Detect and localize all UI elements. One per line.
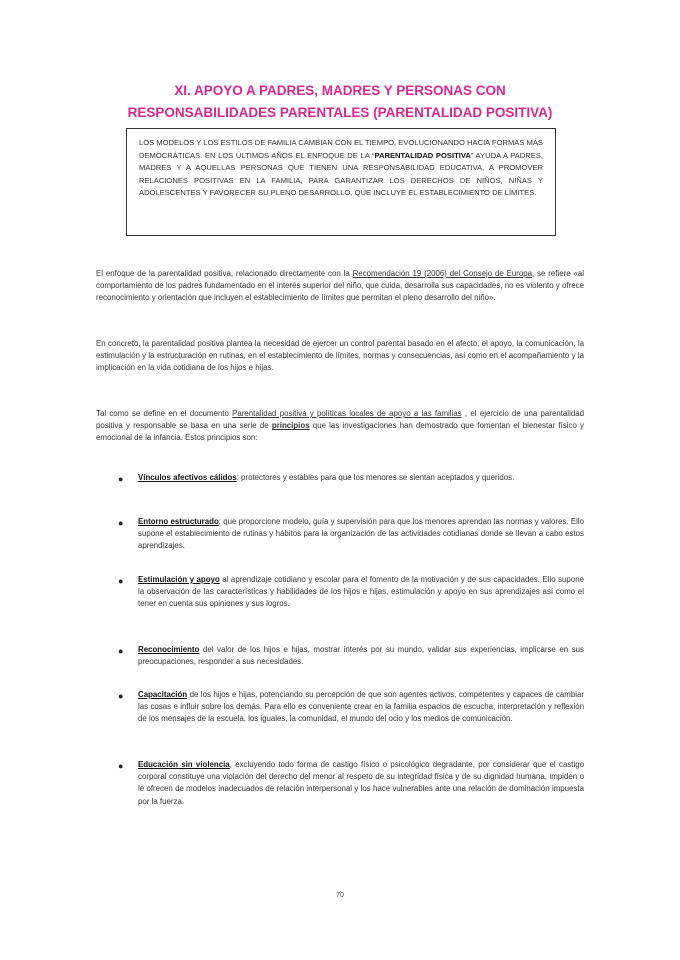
page-title-line-2: RESPONSABILIDADES PARENTALES (PARENTALIDAD POSITIVA) bbox=[127, 105, 553, 120]
bullet-icon: ● bbox=[118, 474, 124, 484]
paragraph-control-parental: En concreto, la parentalidad positiva plantea la necesidad de ejercer un control parental basado en el afecto, el apoyo, la comunicación, la estimulación y la estructuración en rutinas, en el establecimiento de límites, normas y consecuencias, así como en el acompañamiento y la implicación en la vida cotidiana de los hijos e hijas. bbox=[96, 339, 584, 373]
list-item bbox=[110, 472, 584, 516]
principle-text: del valor de los hijos e hijas, mostrar interés por su mundo, validar sus experiencias, implicarse en sus preocupaciones, responder a sus necesidades. bbox=[138, 645, 584, 667]
list-item bbox=[110, 689, 584, 759]
principle-text: al aprendizaje cotidiano y escolar para el fomento de la motivación y de sus capacidades. Ello supone la observación de las características y habilidades de los hijos e hijas, estimulación y apoyo en sus aprendizajes así como el tener en cuenta sus opiniones y sus logros. bbox=[138, 575, 584, 609]
summary-box bbox=[126, 128, 556, 236]
paragraph-1-text-after: , se refiere «al comportamiento de los padres fundamentado en el interés superior del niño, que cuida, desarrolla sus capacidades, no es violento y ofrece reconocimiento y orientación que incluyen el establecimiento de límites que permitan el pleno desarrollo del niño». bbox=[96, 269, 584, 303]
bullet-icon: ● bbox=[118, 691, 124, 701]
principle-text: : que proporcione modelo, guía y supervisión para que los menores aprendan las normas y valores. Ello supone el establecimiento de rutinas y hábitos para la organización de las actividades cotidianas donde se llevan a cabo estos aprendizajes. bbox=[138, 517, 584, 551]
bullet-icon: ● bbox=[118, 761, 124, 771]
principle-term: Entorno estructurado bbox=[138, 517, 219, 526]
list-item bbox=[110, 516, 584, 574]
principle-term: Estimulación y apoyo bbox=[138, 575, 220, 584]
list-item bbox=[110, 759, 584, 829]
bullet-icon: ● bbox=[118, 646, 124, 656]
bullet-icon: ● bbox=[118, 518, 124, 528]
paragraph-principios-intro bbox=[96, 408, 584, 445]
paragraph-3-text-before: Tal como se define en el documento bbox=[96, 409, 233, 418]
paragraph-3-text-after: que las investigaciones han demostrado que fomentan el bienestar físico y emocional de la infancia. Estos principios son: bbox=[96, 421, 584, 443]
page-number: 70 bbox=[336, 892, 344, 899]
paragraph-3-text-middle: , el ejercicio de una parentalidad positiva y responsable se basa en una serie de bbox=[96, 409, 584, 431]
list-item bbox=[110, 574, 584, 644]
principle-term: Capacitación bbox=[138, 690, 188, 699]
recomendacion-link[interactable]: Recomendación 19 (2006) del Consejo de Europa bbox=[352, 269, 533, 278]
page-title bbox=[100, 80, 580, 124]
principles-list bbox=[110, 472, 584, 829]
principle-text: , excluyendo todo forma de castigo físico o psicológico degradante, por considerar que el castigo corporal constituye una violación del derecho del menor al respeto de su integridad física y de su dignidad humana, impiden o le ofrecen de modelos inadecuados de relación interpersonal y los hace vulnerables ante una relación de dominación impuesta por la fuerza. bbox=[138, 760, 584, 806]
principle-text: de los hijos e hijas, potenciando su percepción de que son agentes activos, competentes y capaces de cambiar las cosas e influir sobre los demás. Para ello es conveniente crear en la familia espacios de escucha, interpretación y reflexión de los mensajes de la escuela, los iguales, la comunidad, el mundo del ocio y los medios de comunicación. bbox=[138, 690, 584, 724]
paragraph-1-text-before: El enfoque de la parentalidad positiva, relacionado directamente con la bbox=[96, 269, 353, 278]
page-title-line-1: XI. APOYO A PADRES, MADRES Y PERSONAS CON bbox=[174, 83, 506, 98]
list-item bbox=[110, 644, 584, 689]
principle-term: Educación sin violencia bbox=[138, 760, 230, 769]
principle-term: Vínculos afectivos cálidos bbox=[138, 473, 237, 482]
paragraph-parentalidad-intro bbox=[96, 268, 584, 305]
summary-emphasis: PARENTALIDAD POSITIVA bbox=[374, 150, 471, 160]
documento-link[interactable]: Parentalidad positiva y políticas locales de apoyo a las familias bbox=[232, 409, 462, 418]
summary-text-part-1: LOS MODELOS Y LOS ESTILOS DE FAMILIA CAMBIAN CON EL TIEMPO, EVOLUCIONANDO HACIA FORMAS MÁS DEMOCRÁTICAS. EN LOS ÚLTIMOS AÑOS EL ENFOQUE DE LA “ bbox=[139, 138, 543, 160]
bullet-icon: ● bbox=[118, 576, 124, 586]
principios-term: principios bbox=[271, 421, 310, 431]
principle-term: Reconocimiento bbox=[138, 645, 200, 654]
summary-text-part-2: ” AYUDA A PADRES, MADRES Y A AQUELLAS PERSONAS QUE TIENEN UNA RESPONSABILIDAD EDUCATIVA, A PROMOVER RELACIONES POSITIVAS EN LA FAMILIA, PARA GARANTIZAR LOS DERECHOS DE NIÑOS, NIÑAS Y ADOLESCENTES Y FAVORECER SU PLENO DESARROLLO, QUE INCLUYE EL ESTABLECIMIENTO DE LÍMITES. bbox=[139, 150, 543, 198]
principle-text: : protectores y estables para que los menores se sientan aceptados y queridos. bbox=[236, 473, 515, 482]
